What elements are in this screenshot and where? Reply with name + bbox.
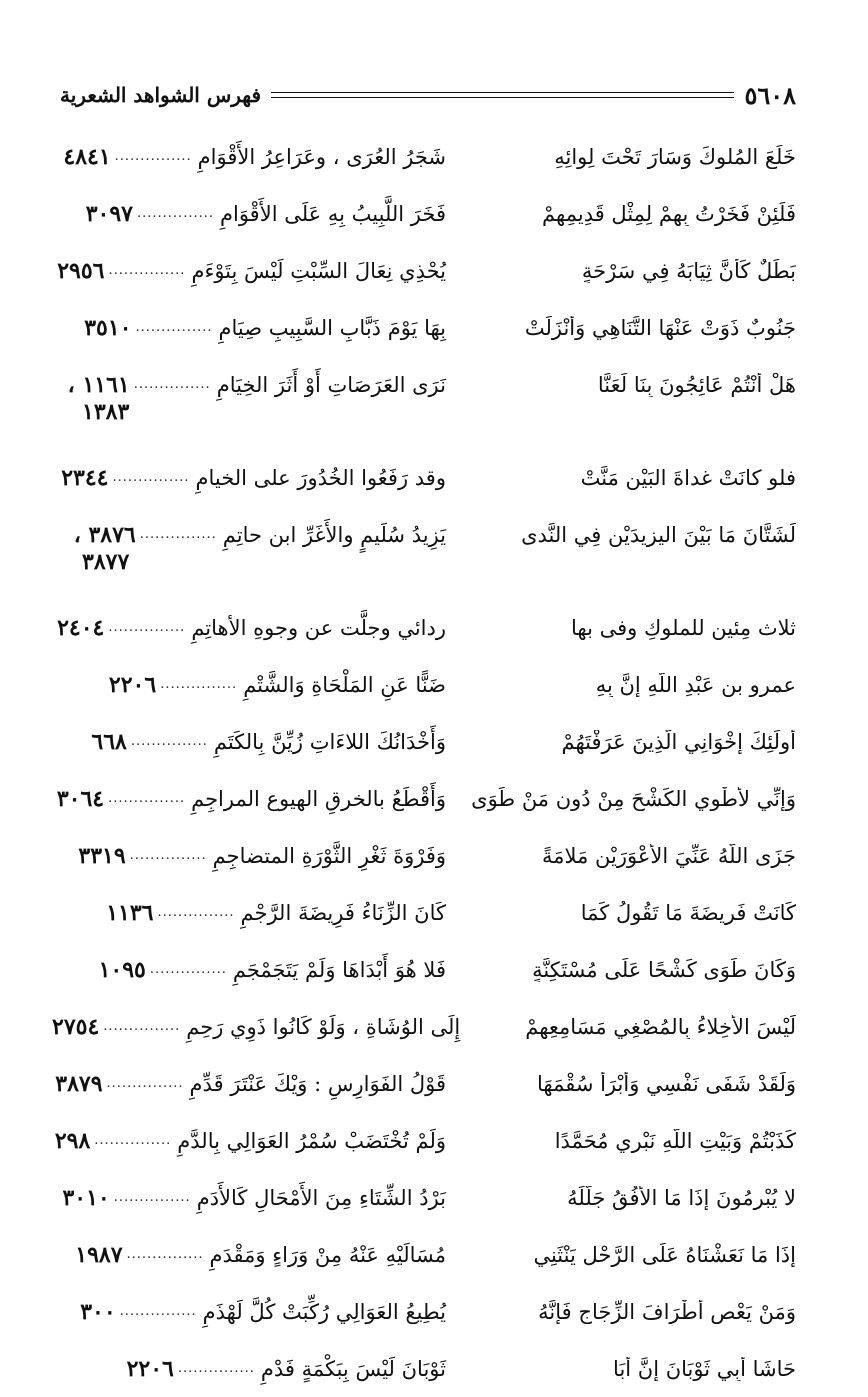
verse-entry — [52, 713, 796, 770]
first-hemistich: لَشَتَّانَ مَا بَيْنَ اليزِيدَيْنِ فِي النَّدى — [521, 522, 796, 547]
reference-number: ١١٣٦ — [106, 899, 154, 926]
dot-leader: ............... — [137, 206, 214, 221]
dot-leader: ............... — [133, 377, 211, 392]
dot-leader: ............... — [112, 470, 190, 485]
second-hemistich: يَزِيدُ سُلَيمٍ والأَغَرِّ ابن حاتِمِ — [222, 522, 446, 547]
second-hemistich-group — [52, 1185, 446, 1211]
second-hemistich: يُطِيعُ العَوَالِي رُكِّبَتْ كُلَّ لَهْذَمِ — [202, 1299, 446, 1324]
reference-number: ٣٥١٠ — [84, 314, 132, 341]
page-header — [60, 78, 796, 112]
second-hemistich: وَأَقْطَعُ بالخرقِ الهيوع المراجِمِ — [191, 786, 446, 811]
reference-continuation: ٣٨٧٧ — [82, 549, 130, 575]
second-hemistich-group — [52, 1071, 446, 1097]
second-hemistich: ضَنًّا عَنِ المَلْحَاةِ وَالشَّتْمِ — [243, 672, 446, 697]
reference-number: ٦٦٨ — [91, 728, 127, 755]
verse-entry — [52, 1055, 796, 1112]
reference-number: ٢٢٠٦ — [108, 671, 157, 698]
first-hemistich: وَكَانَ طَوَى كَشْحًا عَلَى مُسْتَكِنَّةٍ — [532, 957, 796, 982]
dot-leader: ............... — [160, 677, 238, 692]
verse-entry — [52, 770, 796, 827]
second-hemistich-group — [52, 1299, 446, 1325]
second-hemistich-group — [52, 372, 446, 398]
second-hemistich: وَلَمْ تُخْتَضَبْ سُمْرُ العَوَالِي بِالدَّمِ — [177, 1128, 446, 1153]
second-hemistich-group — [52, 957, 446, 983]
running-title: فهرس الشواهد الشعرية — [60, 83, 262, 107]
second-hemistich: فَلا هُوَ أَبْدَاهَا وَلَمْ يَتَجَمْجَمِ — [232, 957, 446, 982]
reference-number: ٢٢٠٦ — [126, 1355, 174, 1382]
dot-leader: ............... — [108, 620, 186, 635]
verse-entry — [52, 242, 796, 299]
reference-number: ٣٠٩٧ — [85, 200, 133, 227]
dot-leader: ............... — [129, 848, 207, 863]
verse-entry — [52, 599, 796, 656]
first-hemistich: كَانَتْ فَرِيضَةَ مَا تَقُولُ كَمَا — [580, 900, 796, 925]
reference-number: ١٠٩٥ — [98, 956, 146, 983]
first-hemistich: وَإِنِّي لأَطْوِي الكَشْحَ مِنْ دُونِ مَنْ طَوَى — [471, 786, 796, 811]
first-hemistich: وَمَنْ يَعْصِ أَطْرَافَ الزِّجَاجِ فَإِنَّهُ — [538, 1299, 796, 1324]
verse-index-list — [52, 128, 796, 1397]
reference-number: ٣٨٧٦ ، — [73, 521, 136, 548]
reference-number: ٣٣١٩ — [78, 842, 126, 869]
reference-number: ٢٩٥٦ — [57, 257, 105, 284]
second-hemistich-group — [52, 465, 446, 491]
second-hemistich-group — [52, 729, 446, 755]
first-hemistich: إِذَا مَا نَعَشْنَاهُ عَلَى الرَّحْلِ يَنْثَنِي — [533, 1242, 796, 1267]
second-hemistich-group — [52, 1242, 446, 1268]
first-hemistich: بَطَلٌ كَأَنَّ ثِيَابَهُ فِي سَرْحَةٍ — [581, 258, 796, 283]
second-hemistich: بَرْدُ الشِّتَاءِ مِنَ الأَمْحَالِ كَالأَدَمِ — [196, 1185, 446, 1210]
second-hemistich: شَجَرُ العُرَى ، وعَرَاعِرُ الأَقْوَامِ — [197, 144, 446, 169]
second-hemistich: نَرَى العَرَصَاتِ أَوْ أَثَرَ الخِيَامِ — [216, 372, 446, 397]
reference-number: ٢٣٤٤ — [61, 464, 109, 491]
first-hemistich: فلو كانَتْ غداةَ البَيْنِ مَنَّتْ — [580, 465, 796, 490]
second-hemistich: بِهَا يَوْمَ ذَبَّابِ السَّبِيبِ صِيَامِ — [218, 315, 446, 340]
dot-leader: ............... — [108, 263, 186, 278]
dot-leader: ............... — [126, 1247, 204, 1262]
first-hemistich: لَيْسَ الأَخِلاءُ بِالمُصْغِي مَسَامِعِهِمْ — [525, 1014, 796, 1039]
verse-entry — [52, 884, 796, 941]
second-hemistich: إِلَى الوُشَاةِ ، وَلَوْ كَانُوا ذَوِي رَحِمِ — [186, 1014, 461, 1039]
dot-leader: ............... — [157, 905, 235, 920]
first-hemistich: وَلَقَدْ شَفَى نَفْسِي وَأَبْرَأَ سُقْمَهَا — [537, 1071, 796, 1096]
first-hemistich: كَذَبْتُمْ وَبَيْتِ اللَّهِ نَبْرِي مُحَمَّدًا — [554, 1128, 796, 1153]
second-hemistich: يُحْذِي نِعَالَ السِّبْتِ لَيْسَ بِتَوْءَمِ — [191, 258, 446, 283]
second-hemistich-group — [52, 144, 446, 170]
first-hemistich: جَنُوبٌ ذَوَتْ عَنْهَا التَّنَاهِي وَأَنْزَلَتْ — [524, 315, 796, 340]
verse-entry — [52, 449, 796, 506]
verse-entry — [52, 1226, 796, 1283]
second-hemistich-group — [52, 522, 446, 548]
second-hemistich-group — [52, 900, 446, 926]
first-hemistich: حَاشَا أَبِي ثَوْبَانَ إِنَّ أَبَا — [613, 1356, 796, 1381]
first-hemistich: عمرو بن عَبْدِ اللَّهِ إِنَّ بِهِ — [595, 672, 796, 697]
second-hemistich-group — [52, 315, 446, 341]
second-hemistich-group — [52, 1128, 446, 1154]
second-hemistich-group — [52, 201, 446, 227]
verse-entry — [52, 1340, 796, 1397]
reference-number: ٢٩٨ — [54, 1127, 91, 1154]
reference-number: ٢٧٥٤ — [52, 1013, 100, 1040]
verse-entry — [52, 1283, 796, 1340]
dot-leader: ............... — [106, 1076, 184, 1091]
dot-leader: ............... — [119, 1304, 197, 1319]
second-hemistich: مُسَالَيْهِ عَنْهُ مِنْ وَرَاءٍ وَمَقْدَمِ — [209, 1242, 446, 1267]
dot-leader: ............... — [114, 149, 192, 164]
second-hemistich-group — [52, 258, 446, 284]
dot-leader: ............... — [139, 527, 217, 542]
second-hemistich-group — [52, 843, 446, 869]
reference-number: ٣٠١٠ — [62, 1184, 110, 1211]
dot-leader: ............... — [103, 1019, 181, 1034]
second-hemistich: فَخَرَ اللَّبِيبُ بِهِ عَلَى الأَقْوَامِ — [220, 201, 446, 226]
second-hemistich-group — [52, 615, 446, 641]
verse-entry — [52, 1169, 796, 1226]
dot-leader: ............... — [113, 1190, 191, 1205]
header-rule — [271, 92, 734, 98]
second-hemistich: وَأَخْدَانُكَ اللاءَاتِ زُيِّنَّ بِالكَتَمِ — [213, 729, 446, 754]
reference-number: ٣٠٦٤ — [56, 785, 105, 812]
first-hemistich: هَلْ أَنْتُمْ عَائِجُونَ بِنَا لَعَنَّا — [597, 372, 796, 397]
dot-leader: ............... — [135, 320, 213, 335]
first-hemistich: لا يُبْرِمُونَ إِذَا مَا الأُفُقُ جَلَّلَهُ — [567, 1185, 796, 1210]
verse-entry — [52, 941, 796, 998]
verse-entry — [52, 128, 796, 185]
second-hemistich: ثَوْبَانَ لَيْسَ بِبَكْمَةٍ فَدْمِ — [260, 1356, 446, 1381]
dot-leader: ............... — [177, 1361, 255, 1376]
second-hemistich: وَفَرْوَةَ ثَغْرِ الثَّوْرَةِ المتضاجِمِ — [212, 843, 446, 868]
dot-leader: ............... — [94, 1133, 172, 1148]
first-hemistich: فَلَئِنْ فَخَرْتُ بِهِمْ لِمِثْلِ قَدِيمِهِمْ — [542, 201, 796, 226]
verse-entry — [52, 998, 796, 1055]
second-hemistich-group — [52, 1356, 446, 1382]
first-hemistich: جَزَى اللَّهُ عَنِّيَ الأَعْوَرَيْنِ مَلامَةً — [542, 843, 796, 868]
second-hemistich: وقد رَفَعُوا الخُدُورَ على الخيامِ — [195, 465, 446, 490]
dot-leader: ............... — [130, 734, 208, 749]
second-hemistich-group — [52, 1014, 460, 1040]
second-hemistich: قَوْلُ الفَوَارِسِ : وَيْكَ عَنْتَرَ قَدِّمِ — [189, 1071, 446, 1096]
page-number: ٥٦٠٨ — [744, 80, 796, 110]
reference-continuation: ١٣٨٣ — [82, 399, 130, 425]
verse-entry — [52, 1112, 796, 1169]
second-hemistich-group — [52, 786, 446, 812]
verse-entry — [52, 299, 796, 356]
reference-number: ٣٨٧٩ — [55, 1070, 103, 1097]
reference-number: ١٩٨٧ — [75, 1241, 123, 1268]
reference-number: ١١٦١ ، — [67, 371, 130, 398]
second-hemistich: ردائي وجلَّت عن وجوهِ الأهاتِمِ — [191, 615, 446, 640]
second-hemistich-group — [52, 672, 446, 698]
first-hemistich: ثلاث مِئينٍ للملوكِ وفى بها — [571, 615, 796, 640]
reference-number: ٢٤٠٤ — [57, 614, 105, 641]
reference-number: ٣٠٠ — [80, 1298, 116, 1325]
reference-number: ٤٨٤١ — [63, 143, 111, 170]
first-hemistich: خَلَعَ المُلوكَ وَسَارَ تَحْتَ لِوائِهِ — [554, 144, 796, 169]
dot-leader: ............... — [108, 791, 186, 806]
verse-entry — [52, 185, 796, 242]
first-hemistich: أُولَئِكَ إِخْوَانِي الَّذِينَ عَرَفْتَهُمْ — [561, 729, 796, 754]
dot-leader: ............... — [149, 962, 227, 977]
verse-entry — [52, 656, 796, 713]
verse-entry — [52, 827, 796, 884]
second-hemistich: كَانَ الزِّنَاءُ فَرِيضَةَ الرَّجْمِ — [240, 900, 446, 925]
